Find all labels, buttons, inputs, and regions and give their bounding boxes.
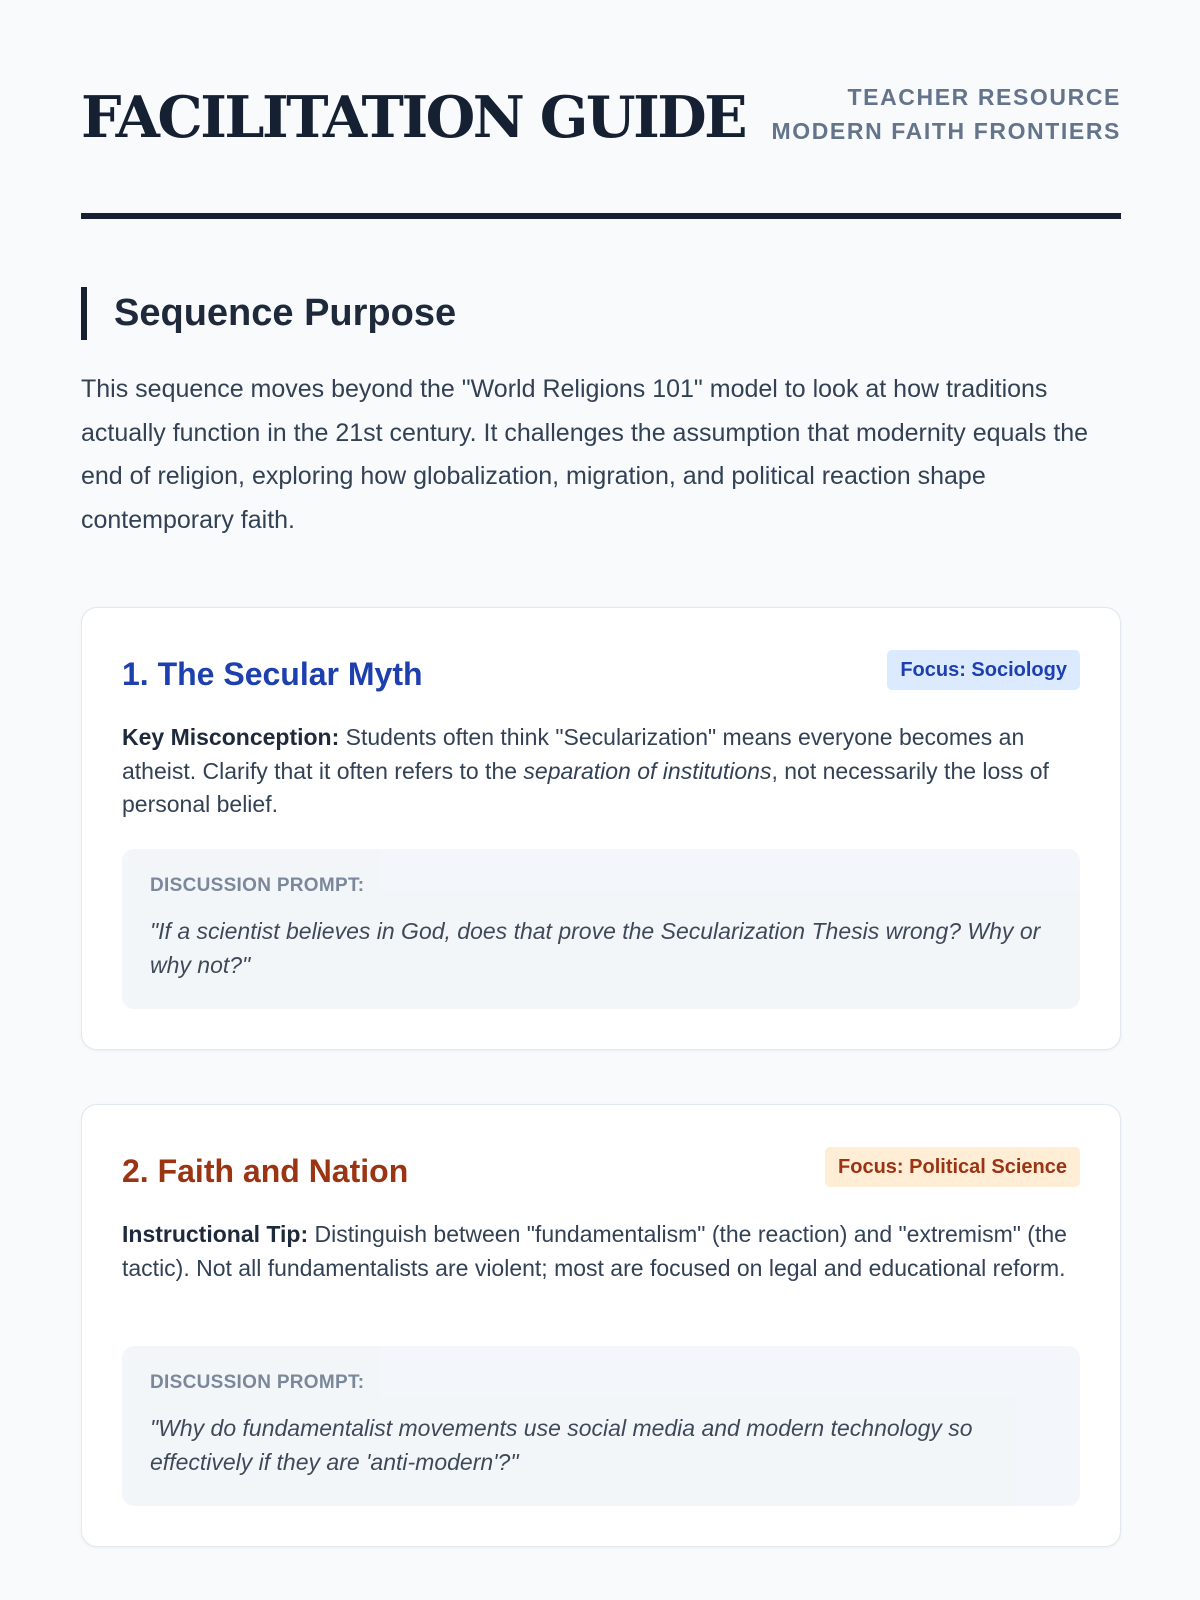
note-text-after: , not necessarily the loss of personal belief. <box>122 757 1049 817</box>
note-label: Key Misconception: <box>122 724 340 750</box>
lesson-card-faith-and-nation <box>81 1104 1121 1547</box>
focus-badge: Focus: Sociology <box>887 650 1080 690</box>
discussion-prompt-box <box>122 849 1080 1009</box>
focus-badge: Focus: Political Science <box>825 1147 1080 1187</box>
facilitation-guide-page <box>81 0 1121 1475</box>
discussion-prompt-box <box>122 1346 1080 1506</box>
lesson-card-title: 1. The Secular Myth <box>122 656 423 692</box>
lesson-card-title: 2. Faith and Nation <box>122 1153 409 1189</box>
sequence-purpose-text: This sequence moves beyond the "World Religions 101" model to look at how traditions actually function in the 21st century. It challenges the assumption that modernity equals the end of religion, exploring how globalization, migration, and political reaction shape contemporary faith. <box>81 375 1089 534</box>
lesson-card-secular-myth <box>81 607 1121 1050</box>
header-meta <box>771 80 1121 148</box>
document-header <box>81 0 1121 222</box>
header-divider <box>81 213 1121 219</box>
discussion-prompt-text: "Why do fundamentalist movements use social media and modern technology so effectively if they are 'anti-modern'?" <box>150 1415 973 1475</box>
discussion-prompt-label: DISCUSSION PROMPT: <box>150 1372 365 1393</box>
discussion-prompt-label: DISCUSSION PROMPT: <box>150 875 365 896</box>
header-meta-resource-type: TEACHER RESOURCE <box>847 84 1121 110</box>
discussion-prompt-text: "If a scientist believes in God, does that prove the Secularization Thesis wrong? Why or why not?" <box>150 918 1041 978</box>
note-text-before: Distinguish between "fundamentalism" (the reaction) and "extremism" (the tactic). Not all fundamentalists are violent; most are focused on legal and educational reform. <box>122 1221 1067 1281</box>
instructional-tip-note <box>122 1218 1082 1285</box>
sequence-purpose-heading: Sequence Purpose <box>81 287 456 340</box>
header-meta-series-name: MODERN FAITH FRONTIERS <box>771 118 1121 144</box>
note-text-before: Students often think "Secularization" means everyone becomes an atheist. Clarify that it often refers to the <box>122 724 1025 784</box>
key-misconception-note <box>122 721 1082 822</box>
note-emphasis: separation of institutions <box>523 757 772 784</box>
note-label: Instructional Tip: <box>122 1221 309 1247</box>
document-title: FACILITATION GUIDE <box>81 84 746 151</box>
